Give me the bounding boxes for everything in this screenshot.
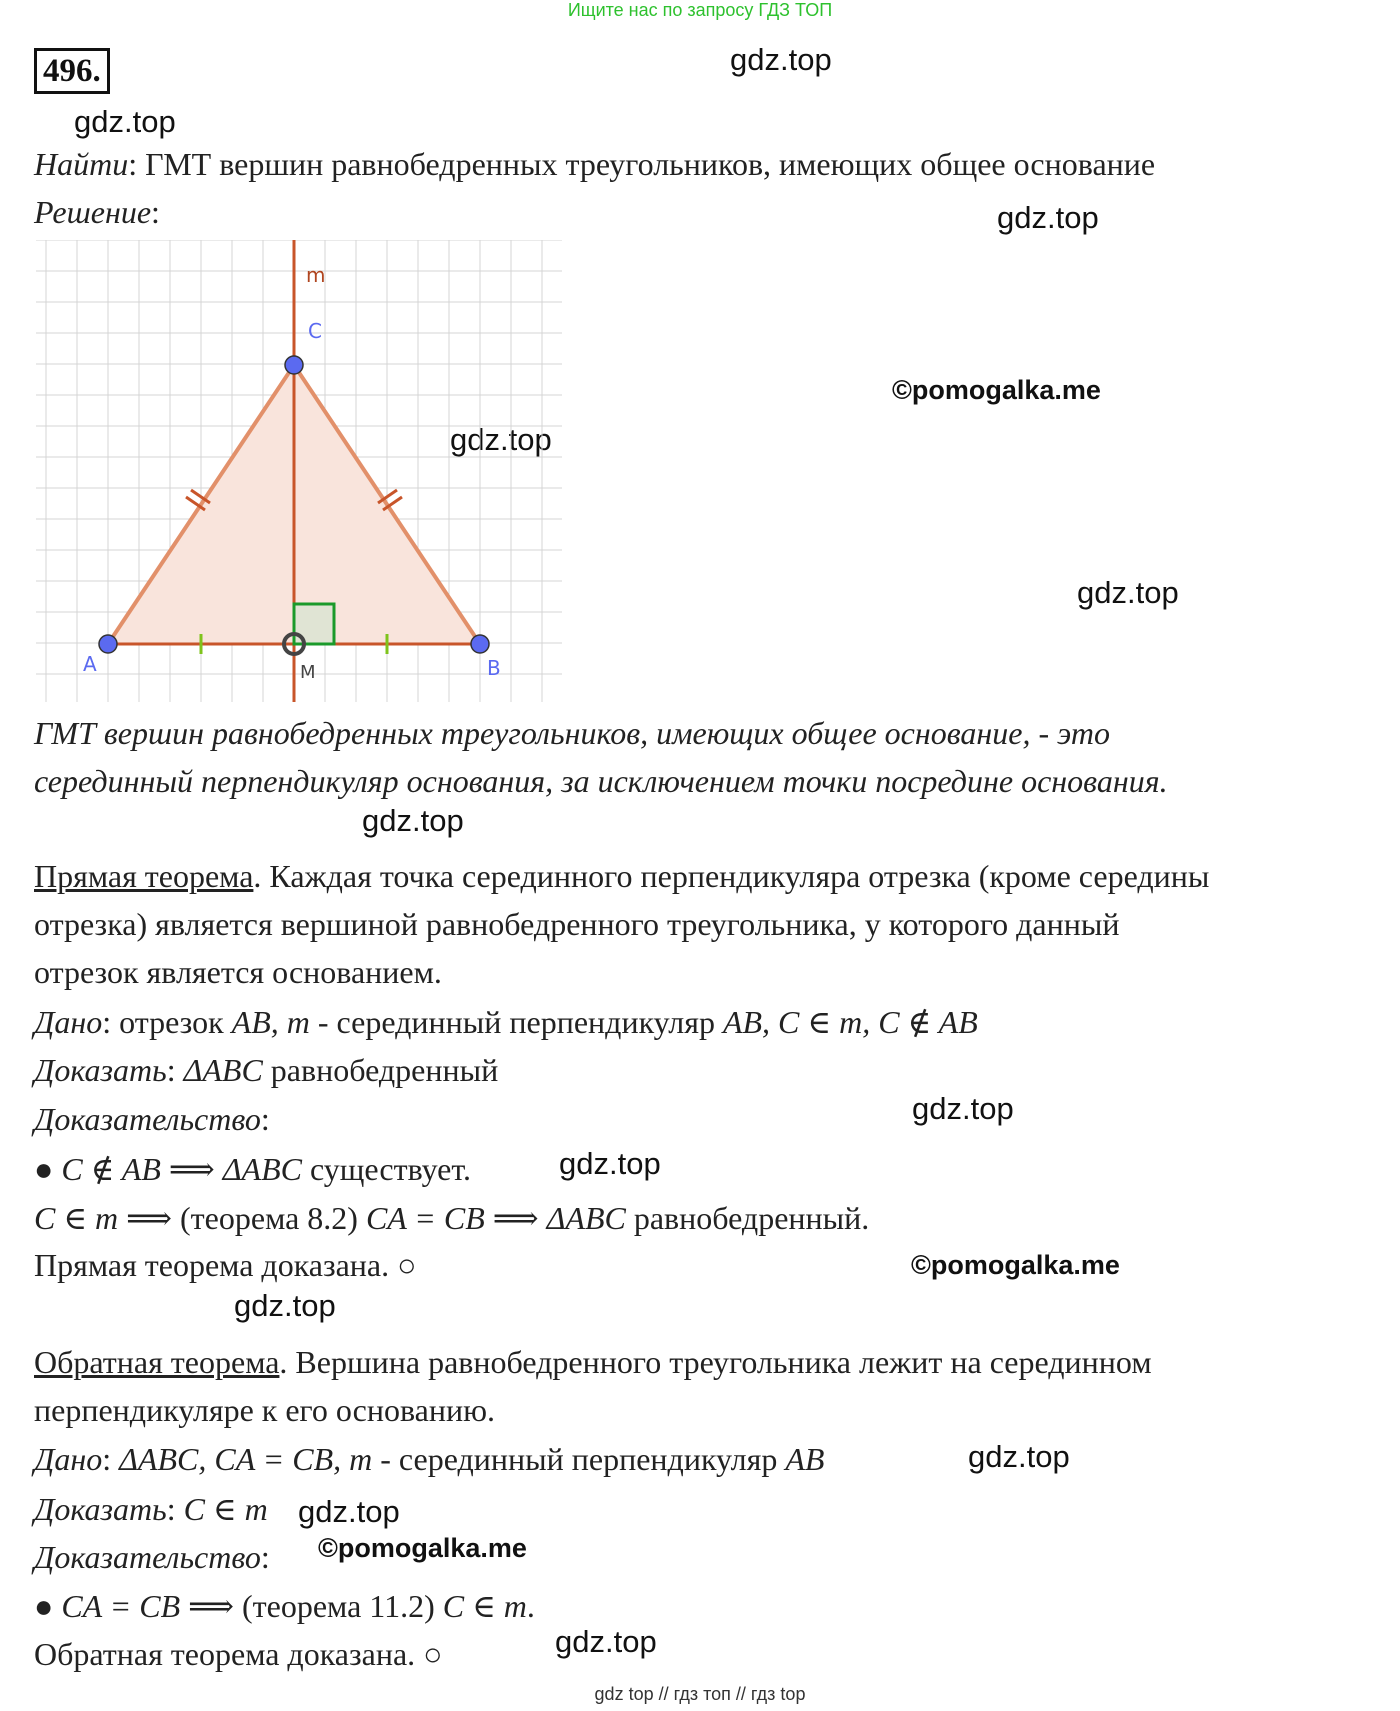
footer-links: gdz top // гдз топ // гдз top — [594, 1684, 806, 1704]
solution-colon: : — [151, 194, 160, 230]
math-expression: C ∈ m — [442, 1588, 527, 1624]
proof-text: . — [526, 1588, 535, 1624]
math-expression: C ∉ AB ⟹ ΔABC — [61, 1151, 302, 1187]
label-b: B — [487, 656, 501, 680]
proof-text: равнобедренный. — [625, 1200, 870, 1236]
problem-number: 496. — [34, 48, 110, 94]
proof-text: ⟹ (теорема 11.2) — [180, 1588, 443, 1624]
bullet: ● — [34, 1151, 62, 1187]
given-label: Дано — [34, 1004, 103, 1040]
given-text: : отрезок — [102, 1004, 232, 1040]
math-expression: C ∈ m — [34, 1200, 119, 1236]
given-label: Дано — [34, 1441, 103, 1477]
math-expression: C ∈ m — [183, 1491, 268, 1527]
prove-text: равнобедренный — [262, 1052, 499, 1088]
direct-done-line: Прямая теорема доказана. ○ — [34, 1247, 417, 1283]
math-expression: CA = CB — [61, 1588, 181, 1624]
watermark-pomogalka: ©pomogalka.me — [911, 1250, 1120, 1280]
watermark-gdz: gdz.top — [559, 1146, 661, 1181]
conclusion-line-2: серединный перпендикуляр основания, за исключением точки посредине основания. — [34, 763, 1168, 799]
converse-given-line — [34, 1441, 824, 1478]
direct-theorem-line-3: отрезок является основанием. — [34, 954, 442, 990]
proof-colon: : — [260, 1101, 270, 1137]
watermark-gdz: gdz.top — [234, 1288, 336, 1323]
solution-line — [34, 194, 160, 231]
proof-label: Доказательство — [34, 1539, 261, 1575]
given-text: - серединный перпендикуляр — [309, 1004, 723, 1040]
converse-theorem-text: . Вершина равнобедренного треугольника лежит на серединном — [279, 1344, 1152, 1380]
watermark-gdz: gdz.top — [450, 422, 552, 457]
math-expression: AB, m — [231, 1004, 310, 1040]
proof-text: ⟹ (теорема 8.2) — [118, 1200, 366, 1236]
watermark-gdz: gdz.top — [912, 1091, 1014, 1126]
math-expression: AB, C ∈ m, C ∉ AB — [722, 1004, 978, 1040]
prove-text: : — [166, 1052, 184, 1088]
bullet: ● — [34, 1588, 62, 1624]
given-text: : — [102, 1441, 120, 1477]
direct-theorem-line-2: отрезка) является вершиной равнобедренного треугольника, у которого данный — [34, 906, 1120, 942]
math-expression: ΔABC — [183, 1052, 263, 1088]
label-midpoint: M — [300, 662, 316, 683]
watermark-gdz: gdz.top — [555, 1624, 657, 1659]
label-c: C — [308, 319, 322, 343]
direct-proof-step-1 — [34, 1150, 471, 1188]
converse-done-line: Обратная теорема доказана. ○ — [34, 1636, 443, 1672]
converse-theorem-title: Обратная теорема — [34, 1344, 280, 1380]
watermark-gdz: gdz.top — [968, 1439, 1070, 1474]
watermark-gdz: gdz.top — [730, 42, 832, 77]
watermark-pomogalka: ©pomogalka.me — [892, 375, 1101, 405]
triangle-figure — [36, 240, 562, 702]
label-a: A — [83, 652, 97, 676]
watermark-pomogalka: ©pomogalka.me — [318, 1533, 527, 1563]
top-banner: Ищите нас по запросу ГДЗ ТОП — [567, 0, 833, 20]
direct-proof-label-line — [34, 1101, 270, 1138]
direct-prove-line — [34, 1052, 498, 1089]
find-line — [34, 146, 1155, 183]
converse-theorem-line-2: перпендикуляре к его основанию. — [34, 1392, 496, 1428]
direct-theorem-line-1 — [34, 858, 1209, 895]
converse-prove-line — [34, 1490, 268, 1528]
prove-text: : — [166, 1491, 184, 1527]
watermark-gdz: gdz.top — [362, 803, 464, 838]
direct-theorem-text: . Каждая точка серединного перпендикуляра отрезка (кроме середины — [253, 858, 1210, 894]
point-c — [285, 356, 303, 374]
watermark-gdz: gdz.top — [298, 1494, 400, 1529]
proof-text: существует. — [301, 1151, 471, 1187]
direct-theorem-title: Прямая теорема — [34, 858, 254, 894]
prove-label: Доказать — [34, 1052, 167, 1088]
label-m: m — [306, 263, 326, 287]
converse-proof-label-line — [34, 1539, 270, 1576]
watermark-gdz: gdz.top — [1077, 575, 1179, 610]
direct-proof-step-2 — [34, 1199, 869, 1237]
proof-colon: : — [260, 1539, 270, 1575]
find-text: : ГМТ вершин равнобедренных треугольников, имеющих общее основание — [128, 146, 1156, 182]
point-a — [99, 635, 117, 653]
converse-theorem-line-1 — [34, 1344, 1152, 1381]
math-expression: CA = CB ⟹ ΔABC — [365, 1200, 626, 1236]
converse-proof-step-1 — [34, 1587, 535, 1625]
conclusion-line-1: ГМТ вершин равнобедренных треугольников, имеющих общее основание, - это — [34, 715, 1110, 751]
solution-label: Решение — [34, 194, 152, 230]
math-expression: ΔABC, CA = CB, m — [119, 1441, 373, 1477]
math-expression: AB — [785, 1441, 825, 1477]
prove-label: Доказать — [34, 1491, 167, 1527]
given-text: - серединный перпендикуляр — [372, 1441, 786, 1477]
point-b — [471, 635, 489, 653]
direct-given-line — [34, 1003, 978, 1041]
find-label: Найти — [34, 146, 129, 182]
watermark-gdz: gdz.top — [74, 104, 176, 139]
watermark-gdz: gdz.top — [997, 200, 1099, 235]
proof-label: Доказательство — [34, 1101, 261, 1137]
